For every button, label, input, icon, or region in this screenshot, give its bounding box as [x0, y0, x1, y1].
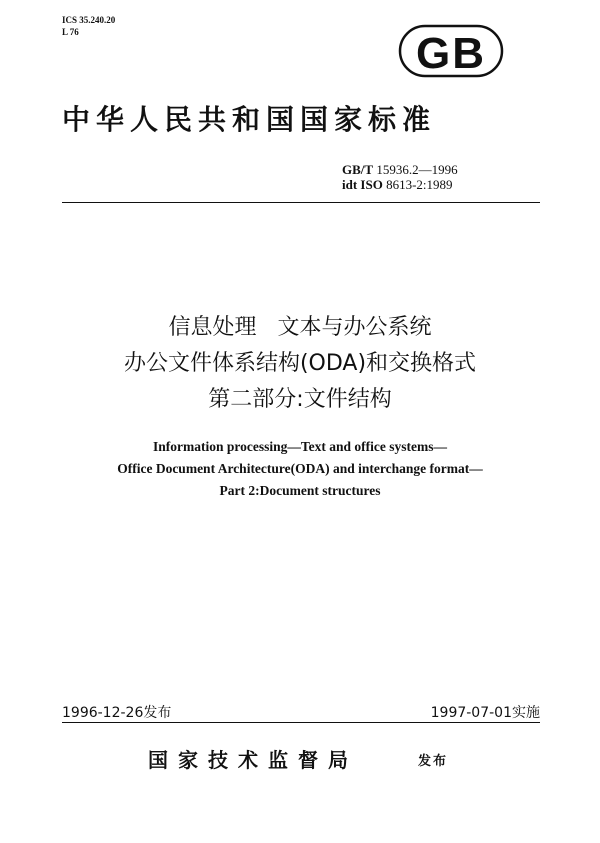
ics-code: ICS 35.240.20	[62, 15, 116, 25]
gbt-number: 15936.2—1996	[376, 162, 458, 177]
idt-number: 8613-2:1989	[386, 177, 453, 192]
logo-text: GB	[416, 29, 486, 78]
ccs-code: L 76	[62, 27, 79, 37]
chinese-title-line-3: 第二部分:文件结构	[208, 387, 392, 412]
english-title-line-1: Information processing—Text and office systems—	[153, 439, 447, 454]
gbt-code-line	[342, 162, 458, 177]
top-divider	[62, 202, 540, 203]
implementation-date: 1997-07-01实施	[430, 705, 540, 721]
gb-logo	[398, 24, 504, 78]
gbt-label: GB/T	[342, 162, 374, 177]
issued-label: 发布	[418, 754, 449, 769]
chinese-title	[0, 310, 600, 418]
issuing-authority: 国家技术监督局	[148, 748, 358, 772]
standard-title: 中华人民共和国国家标准	[62, 103, 437, 136]
idt-label: idt ISO	[342, 177, 383, 192]
english-title	[0, 436, 600, 502]
idt-code-line	[342, 177, 458, 192]
chinese-title-line-1: 信息处理 文本与办公系统	[168, 315, 432, 340]
standard-codes	[342, 162, 458, 192]
classification-codes	[62, 14, 115, 38]
english-title-line-3: Part 2:Document structures	[219, 483, 381, 498]
bottom-divider	[62, 722, 540, 723]
chinese-title-line-2: 办公文件体系结构(ODA)和交换格式	[123, 351, 477, 376]
english-title-line-2: Office Document Architecture(ODA) and interchange format—	[117, 461, 483, 476]
issue-date: 1996-12-26发布	[62, 705, 172, 721]
